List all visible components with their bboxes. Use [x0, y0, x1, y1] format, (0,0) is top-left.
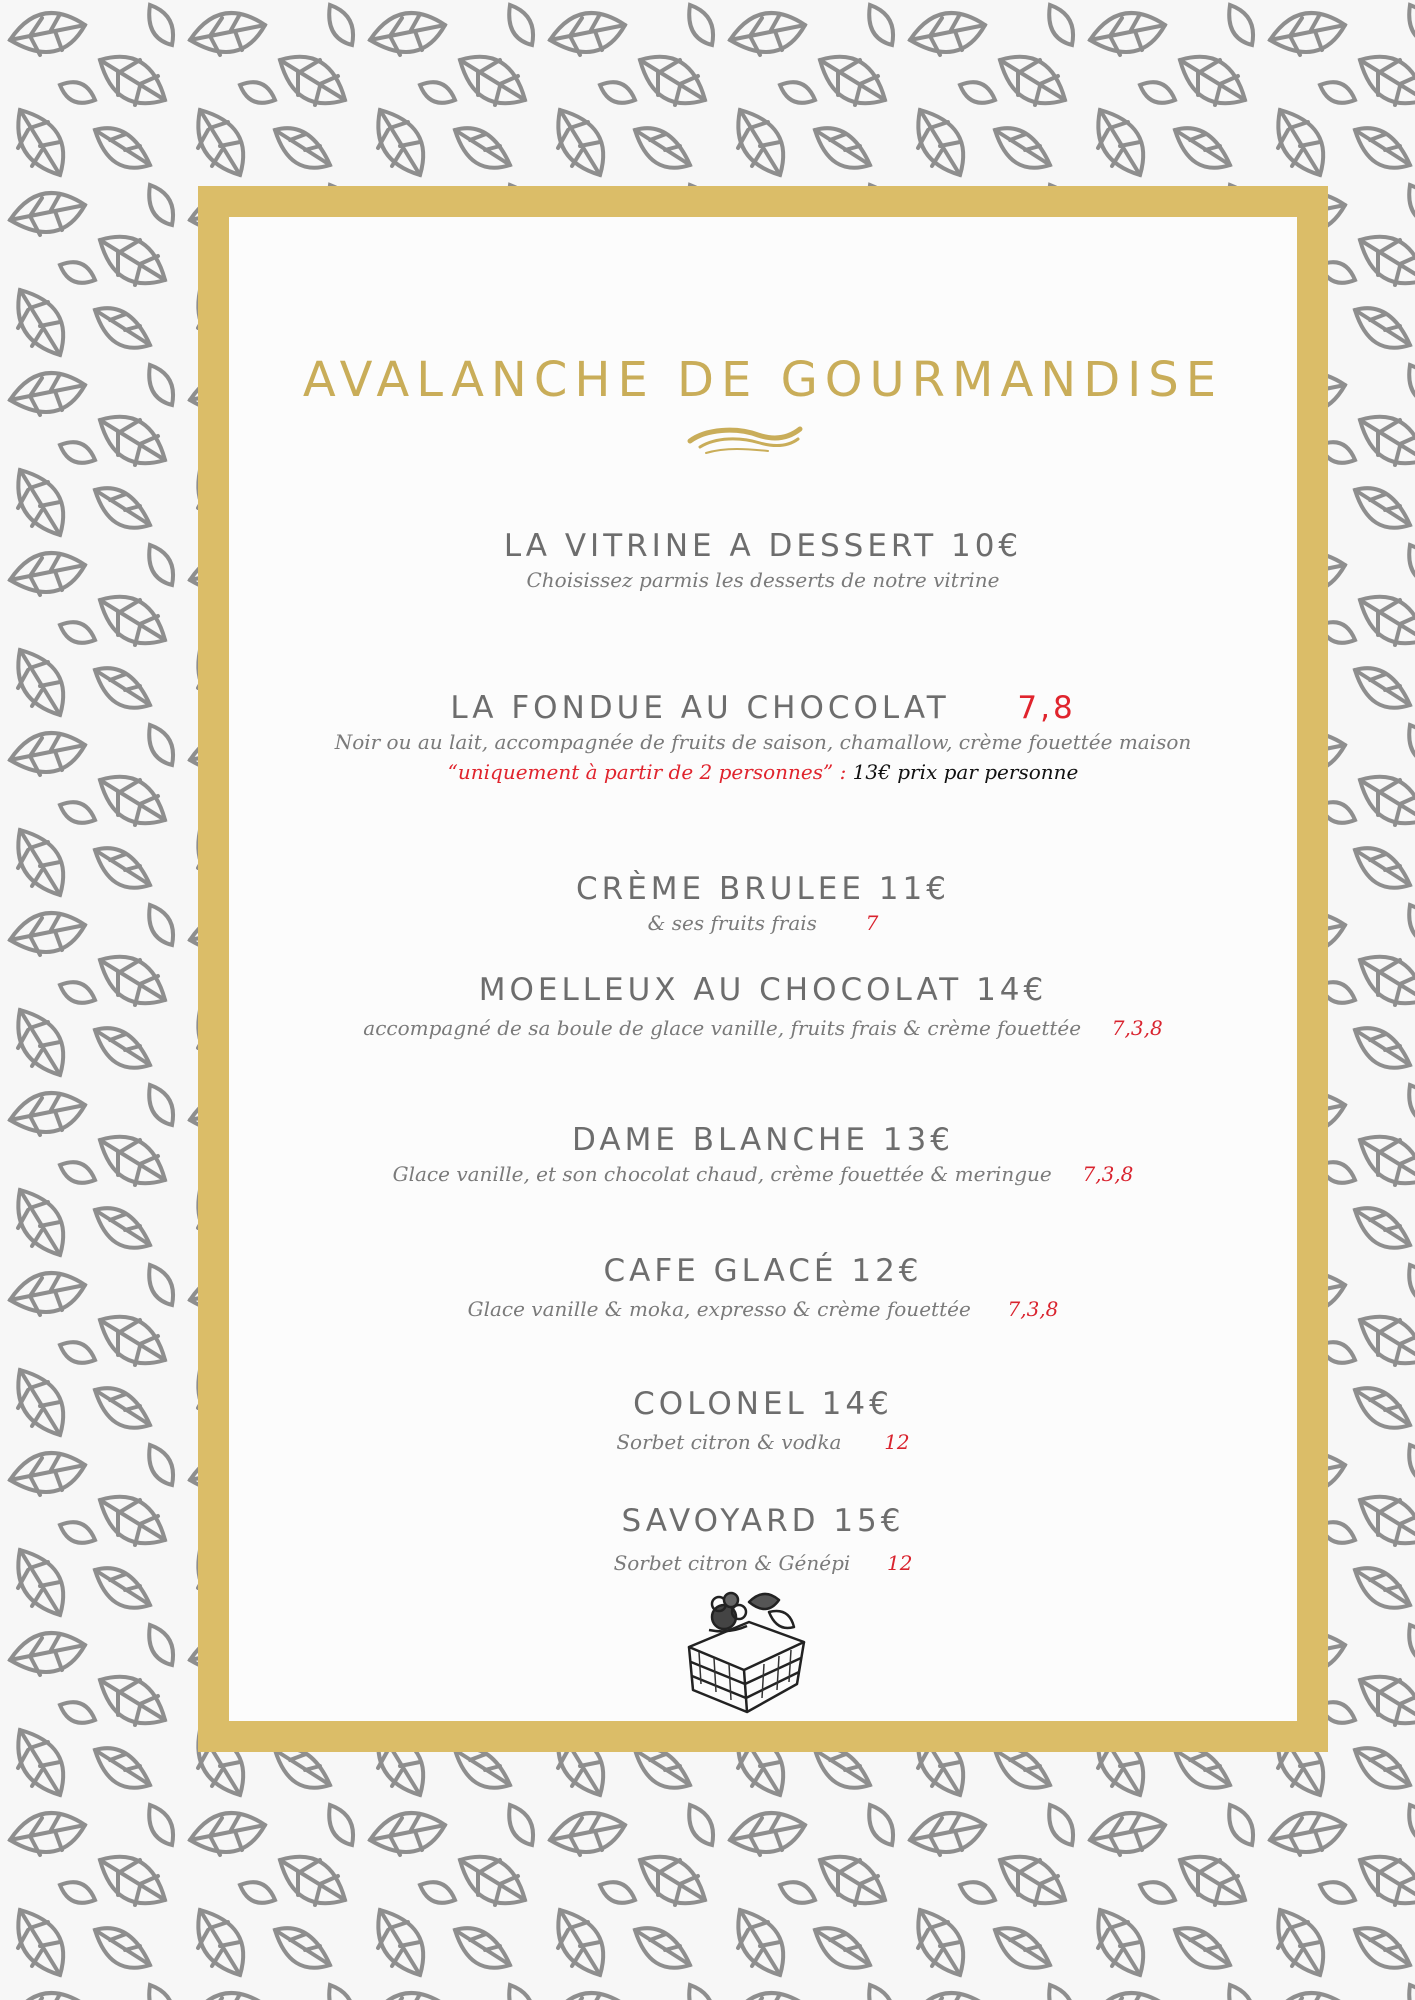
item-allergens: 7,3,8	[1082, 1162, 1134, 1186]
item-description: Glace vanille, et son chocolat chaud, crème fouettée & meringue	[392, 1162, 1052, 1186]
item-note	[229, 757, 1297, 787]
item-description: & ses fruits frais	[647, 911, 817, 935]
item-name: SAVOYARD 15€	[621, 1503, 905, 1539]
item-description: Glace vanille & moka, expresso & crème fouettée	[467, 1297, 971, 1321]
menu-item	[229, 1252, 1297, 1324]
item-description-row	[229, 1013, 1297, 1043]
gold-swirl-flourish-icon	[686, 419, 804, 459]
item-note-condition: “uniquement à partir de 2 personnes” :	[447, 760, 847, 784]
menu-item	[229, 1385, 1297, 1457]
menu-item	[229, 1502, 1297, 1578]
item-name: LA FONDUE AU CHOCOLAT	[450, 690, 950, 726]
menu-gold-frame	[198, 186, 1328, 1752]
item-description: Sorbet citron & Génépi	[613, 1551, 851, 1575]
menu-item	[229, 527, 1297, 595]
item-description-row	[229, 1427, 1297, 1457]
item-allergens: 7,3,8	[1007, 1297, 1059, 1321]
item-description: accompagné de sa boule de glace vanille, fruits frais & crème fouettée	[363, 1016, 1082, 1040]
menu-item	[229, 1121, 1297, 1189]
item-description: Noir ou au lait, accompagnée de fruits de saison, chamallow, crème fouettée maison	[334, 730, 1192, 754]
menu-item	[229, 971, 1297, 1043]
item-name: MOELLEUX AU CHOCOLAT 14€	[478, 972, 1048, 1008]
item-allergens: 12	[886, 1551, 913, 1575]
item-description-row	[229, 1294, 1297, 1324]
menu-title: AVALANCHE DE GOURMANDISE	[302, 352, 1224, 408]
item-note-price: 13€ prix par personne	[852, 760, 1079, 784]
item-name: COLONEL 14€	[633, 1386, 893, 1422]
cake-illustration-icon	[669, 1572, 819, 1722]
item-description: Choisissez parmis les desserts de notre vitrine	[526, 568, 1000, 592]
item-allergens: 7,3,8	[1111, 1016, 1163, 1040]
item-name: LA VITRINE A DESSERT 10€	[503, 528, 1023, 564]
item-allergens: 7	[865, 911, 879, 935]
item-description: Sorbet citron & vodka	[616, 1430, 842, 1454]
item-name-row	[229, 689, 1297, 727]
menu-panel	[229, 217, 1297, 1721]
item-name: CAFE GLACÉ 12€	[603, 1253, 923, 1289]
item-name: CRÈME BRULEE 11€	[576, 871, 950, 907]
menu-item	[229, 689, 1297, 787]
item-description-row	[229, 908, 1297, 938]
menu-item	[229, 870, 1297, 938]
item-allergens: 7,8	[1017, 690, 1076, 726]
item-name: DAME BLANCHE 13€	[572, 1122, 954, 1158]
item-allergens: 12	[884, 1430, 910, 1454]
item-description-row	[229, 1159, 1297, 1189]
